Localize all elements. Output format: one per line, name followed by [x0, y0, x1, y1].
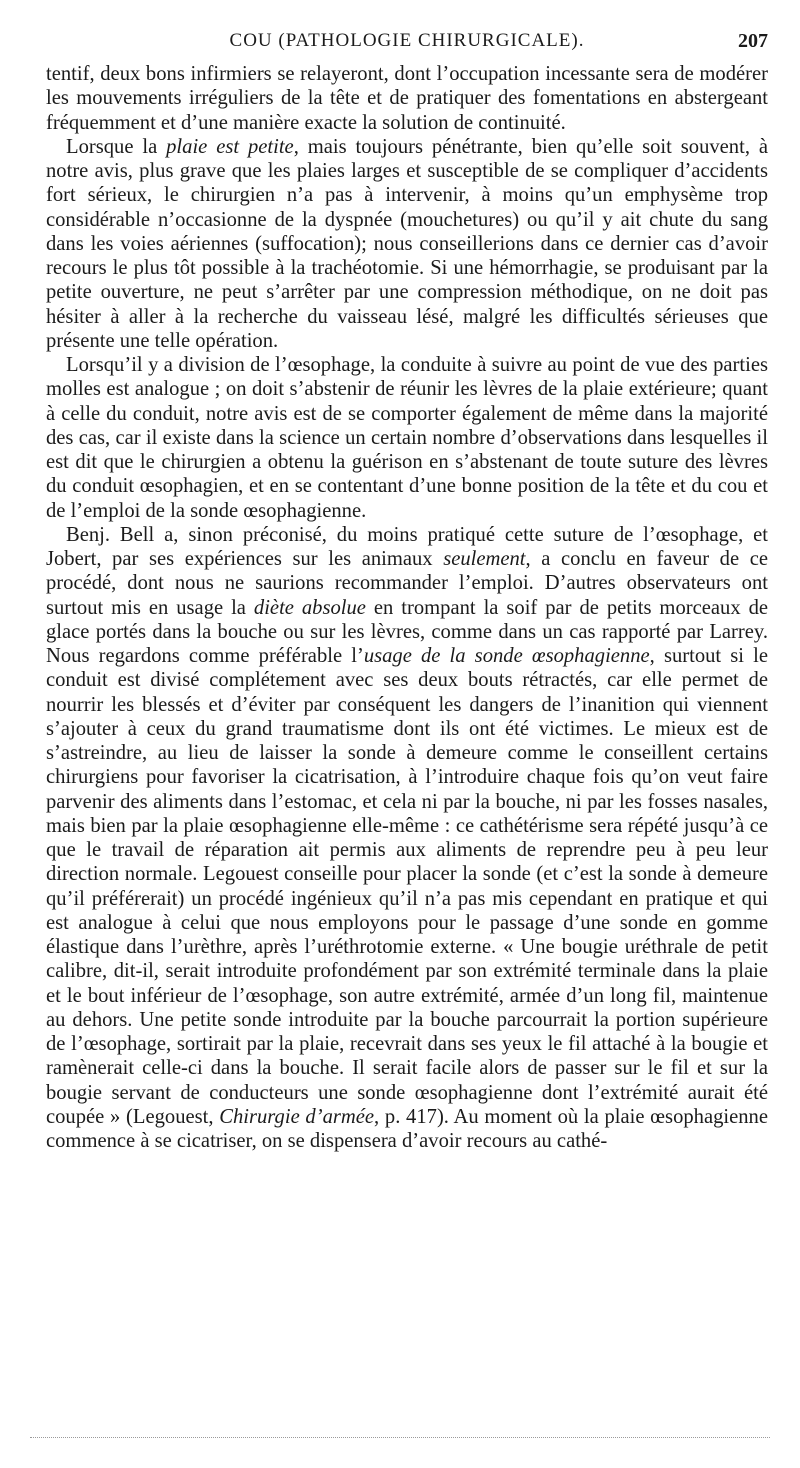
paragraph-text: en trompant la soif par de petits morceaux de glace portés dans la bouche ou sur les lèvres, comme dans un cas rapporté par Larrey. Nous regardons comme préférable l’ [46, 596, 769, 667]
running-title: COU (PATHOLOGIE CHIRURGICALE). [229, 30, 585, 51]
paragraph-p2 [46, 135, 768, 353]
page-number: 207 [738, 30, 768, 52]
paragraph-text: , mais toujours pénétrante, bien qu’elle soit souvent, à notre avis, plus grave que les plaies larges et susceptible de se compliquer d’accidents fort sérieux, le chirurgien n’a pas à intervenir, à moins qu’un emphysème trop considérable n’occasionne de la dyspnée (mouchetures) ou qu’il y ait chute du sang dans les voies aériennes (suffocation); nous conseillerions dans ce dernier cas d’avoir recours le plus tôt possible à la trachéotomie. Si une hémorrhagie, se produisant par la petite ouverture, ne peut s’arrêter par une compression méthodique, on ne doit pas hésiter à aller à la recherche du vaisseau lésé, malgré les difficultés sérieuses que présente une telle opération. [46, 135, 768, 352]
paragraph-text: , surtout si le conduit est divisé complétement avec ses deux bouts rétractés, car elle permet de nourrir les blessés et d’éviter par conséquent les dangers de l’inanition qui viennent s’ajouter à ceux du grand traumatisme dont ils ont été victimes. Le mieux est de s’astreindre, au lieu de laisser la sonde à demeure comme le conseillent certains chirurgiens pour favoriser la cicatrisation, à l’introduire chaque fois qu’on veut faire parvenir des aliments dans l’estomac, et cela ni par la bouche, ni par les fosses nasales, mais bien par la plaie œsophagienne elle-même : ce cathétérisme sera répété jusqu’à ce que le travail de réparation ait permis aux aliments de reprendre peu à peu leur direction normale. Legouest conseille pour placer la sonde (et c’est la sonde à demeure qu’il préférerait) un procédé ingénieux qu’il n’a pas mis cependant en pratique et qui est analogue à celui que nous employons pour le passage d’une sonde en gomme élastique dans l’urèthre, après l’uréthrotomie externe. « Une bougie uréthrale de petit calibre, dit-il, serait introduite profondément par son extrémité terminale dans la plaie et le bout inférieur de l’œsophage, son autre extrémité, armée d’un long fil, maintenue au dehors. Une petite sonde introduite par la bouche parcourrait la portion supérieure de l’œsophage, sortirait par la plaie, recevrait dans ses yeux le fil attaché à la bougie et ramènerait celle-ci dans la bouche. Il serait facile alors de passer sur le fil et sur la bougie servant de conducteurs une sonde œsophagienne dont l’extrémité aurait été coupée » (Legouest, [46, 645, 768, 1128]
body-text [46, 62, 768, 1153]
paragraph-p3 [46, 353, 768, 523]
paragraph-text: Lorsqu’il y a division de l’œsophage, la conduite à suivre au point de vue des parties molles est analogue ; on doit s’abstenir de réunir les lèvres de la plaie extérieure; quant à celle du conduit, notre avis est de se comporter également de même dans la majorité des cas, car il existe dans la science un certain nombre d’observations dans lesquelles il est dit que le chirurgien a obtenu la guérison en s’abstenant de toute suture des lèvres du conduit œsophagien, et en se contentant d’une bonne position de la tête et du cou et de l’emploi de la sonde œsophagienne. [46, 354, 768, 522]
paragraph-text: , p. 417). Au moment où la plaie œsophagienne commence à se cicatriser, on se dispensera d’avoir recours au cathé- [46, 1105, 768, 1152]
paragraph-text: Lorsque la [66, 135, 167, 158]
paragraph-text: , a conclu en faveur de ce procédé, dont nous ne saurions recommander l’emploi. D’autres observateurs ont surtout mis en usage la [46, 548, 768, 619]
italic-text: seulement [443, 548, 526, 570]
italic-text: usage de la sonde œsophagienne [363, 645, 650, 667]
paragraph-p1 [46, 62, 768, 135]
italic-text: diète absolue [253, 596, 366, 619]
running-header [46, 30, 768, 54]
italic-text: plaie est petite [166, 135, 294, 158]
italic-text: Chirurgie d’armée [219, 1105, 375, 1128]
paragraph-text: tentif, deux bons infirmiers se relayeront, dont l’occupation incessante sera de modérer les mouvements irréguliers de la tête et de pratiquer des fomentations en abstergeant fréquemment et d’une manière exacte la solution de continuité. [46, 63, 768, 134]
paragraph-p4 [46, 523, 768, 1154]
paragraph-text: Benj. Bell a, sinon préconisé, du moins pratiqué cette suture de l’œsophage, et Jobert, par ses expériences sur les animaux [46, 523, 768, 570]
footer-rule [30, 1437, 770, 1438]
